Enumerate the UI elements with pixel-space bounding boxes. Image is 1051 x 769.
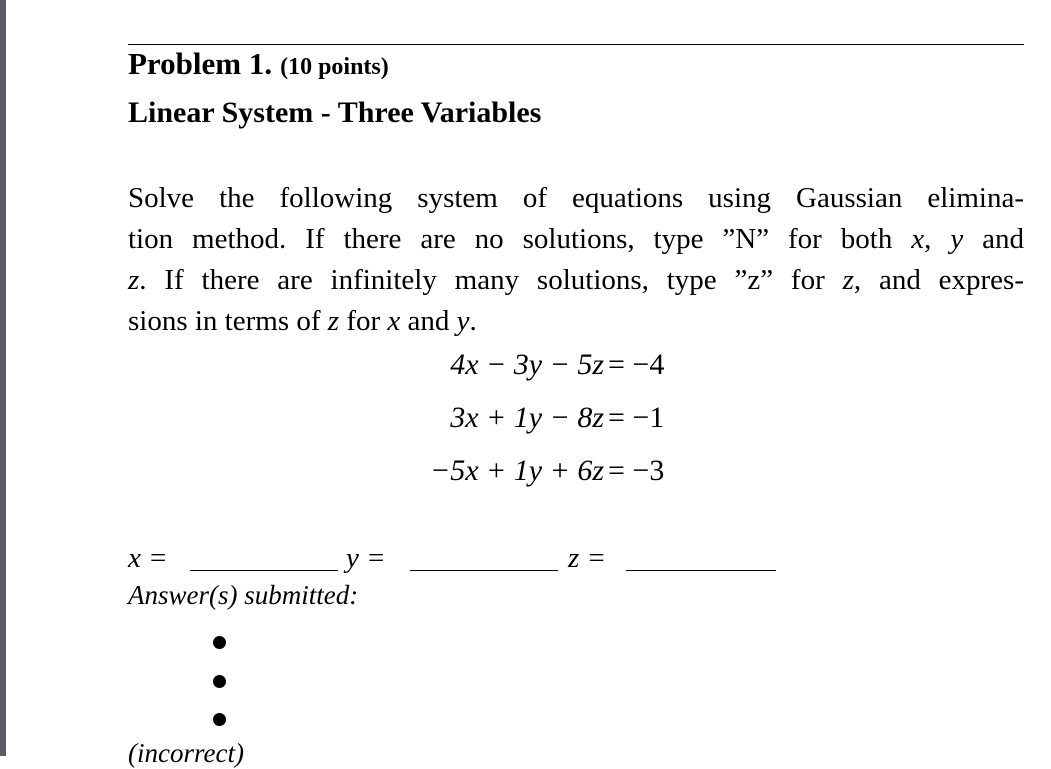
problem-page — [128, 0, 1024, 768]
x-label: x = — [128, 542, 168, 574]
instructions-paragraph — [128, 178, 1024, 342]
answer-fields — [128, 540, 1024, 580]
equation-row — [428, 348, 728, 401]
bullet-icon — [213, 636, 226, 649]
instructions-line-3 — [128, 260, 1024, 301]
top-divider — [128, 44, 1024, 45]
var-z: z — [842, 264, 854, 296]
problem-number: Problem 1. — [128, 46, 273, 81]
x-answer-field[interactable] — [190, 570, 338, 571]
instructions-text: . — [469, 305, 477, 337]
var-y: y — [456, 305, 470, 337]
instructions-text: . If there are infinitely many solutions, type ”z” for — [139, 264, 843, 296]
z-answer-field[interactable] — [626, 570, 776, 571]
problem-subtitle: Linear System - Three Variables — [128, 96, 542, 129]
equation-rhs: = −4 — [608, 348, 665, 381]
equation-system — [428, 348, 728, 507]
bullet-icon — [213, 675, 226, 688]
instructions-text: Solve the following system of equations using Gaussian elimina- — [128, 182, 1024, 214]
z-label: z = — [568, 542, 607, 574]
bullet-icon — [213, 713, 226, 726]
result-status: (incorrect) — [128, 738, 244, 768]
var-z: z — [327, 305, 340, 337]
equation-lhs: −5x + 1y + 6z — [429, 454, 604, 487]
var-x: x — [911, 223, 925, 255]
problem-heading — [128, 46, 389, 82]
y-answer-field[interactable] — [410, 570, 558, 571]
var-z: z — [128, 264, 140, 296]
window-left-border — [0, 0, 6, 756]
instructions-text: , — [924, 223, 951, 255]
equation-rhs: = −1 — [608, 401, 665, 434]
instructions-line-4 — [128, 301, 1024, 342]
instructions-line-1 — [128, 178, 1024, 219]
problem-points: (10 points) — [280, 54, 389, 80]
instructions-text: tion method. If there are no solutions, type ”N” for both — [128, 223, 912, 255]
y-label: y = — [346, 542, 386, 574]
equation-row — [428, 454, 728, 507]
var-x: x — [387, 305, 401, 337]
instructions-line-2 — [128, 219, 1024, 260]
answers-submitted-label: Answer(s) submitted: — [128, 580, 359, 610]
equation-row — [428, 401, 728, 454]
equation-rhs: = −3 — [608, 454, 665, 487]
instructions-text: and — [400, 305, 457, 337]
instructions-text: sions in terms of — [128, 305, 328, 337]
instructions-text: for — [339, 305, 388, 337]
instructions-text: and — [963, 223, 1024, 255]
var-y: y — [950, 223, 964, 255]
instructions-text: , and expres- — [853, 264, 1024, 296]
equation-lhs: 4x − 3y − 5z — [450, 348, 604, 381]
equation-lhs: 3x + 1y − 8z — [450, 401, 604, 434]
